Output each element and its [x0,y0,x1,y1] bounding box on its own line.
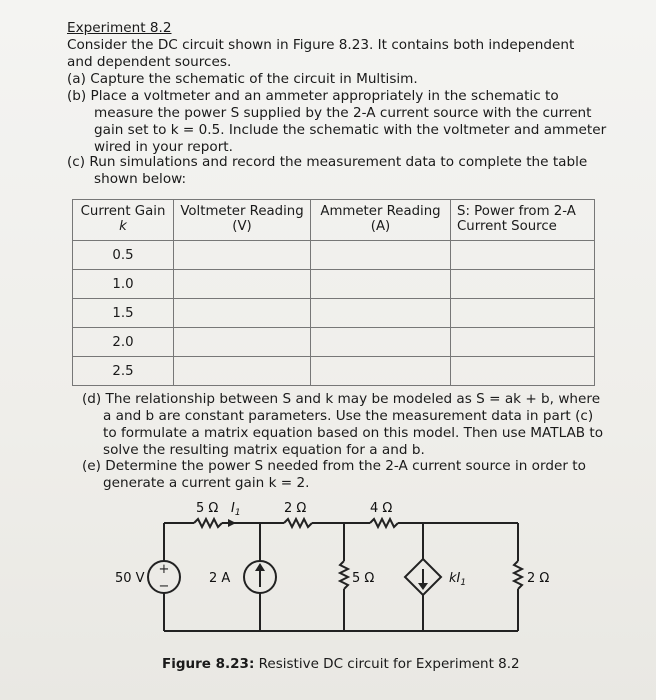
part-d-line-3: to formulate a matrix equation based on this model. Then use MATLAB to [103,425,604,441]
label-i1: $I_1$ [231,501,241,518]
voltmeter-cell[interactable] [174,299,311,328]
header-current-gain [73,200,174,241]
voltmeter-cell[interactable] [174,270,311,299]
gain-cell: 2.5 [73,357,174,386]
arrow-up-icon [255,563,265,571]
header-power-line1: S: Power from 2-A [457,204,576,219]
power-cell[interactable] [451,357,595,386]
part-e-line-2: generate a current gain k = 2. [103,475,310,491]
label-dependent-source: $kI_1$ [449,571,467,588]
part-b-line-1: (b) Place a voltmeter and an ammeter appropriately in the schematic to [67,88,559,104]
label-5ohm-top: 5 Ω [196,501,219,516]
gain-cell: 2.0 [73,328,174,357]
part-c-line-2: shown below: [94,171,187,187]
plus-sign-icon: + [158,562,170,577]
caption-text: Resistive DC circuit for Experiment 8.2 [254,656,520,672]
label-5ohm-vertical: 5 Ω [352,571,375,586]
part-d-line-1: (d) The relationship between S and k may be modeled as S = ak + b, where [82,391,601,407]
header-current-gain-line1: Current Gain [80,204,166,219]
part-c-line-1: (c) Run simulations and record the measurement data to complete the table [67,154,588,170]
ammeter-cell[interactable] [311,328,451,357]
table-header-row [73,200,595,241]
ammeter-cell[interactable] [311,270,451,299]
part-e-line-1: (e) Determine the power S needed from the 2-A current source in order to [82,458,586,474]
gain-cell: 1.5 [73,299,174,328]
power-cell[interactable] [451,328,595,357]
gain-cell: 0.5 [73,241,174,270]
header-ammeter [311,200,451,241]
part-b-line-3: gain set to k = 0.5. Include the schematic with the voltmeter and ammeter [94,122,607,138]
part-a: (a) Capture the schematic of the circuit in Multisim. [67,71,418,87]
label-2ohm: 2 Ω [284,501,307,516]
label-2a: 2 A [209,571,231,586]
resistor-5ohm-vertical [340,561,348,589]
table-row [73,328,595,357]
header-voltmeter-line1: Voltmeter Reading [180,204,304,219]
voltmeter-cell[interactable] [174,328,311,357]
resistor-4ohm [370,519,398,527]
gain-cell: 1.0 [73,270,174,299]
header-power-line2: Current Source [457,219,557,234]
label-2ohm-right: 2 Ω [527,571,550,586]
table-row [73,241,595,270]
minus-sign-icon: − [158,579,170,594]
header-voltmeter-line2: (V) [232,219,252,234]
table-row [73,270,595,299]
power-cell[interactable] [451,241,595,270]
intro-line-1: Consider the DC circuit shown in Figure 8.23. It contains both independent [67,37,575,53]
voltmeter-cell[interactable] [174,241,311,270]
figure-caption [162,656,520,672]
ammeter-cell[interactable] [311,357,451,386]
experiment-heading: Experiment 8.2 [67,20,172,36]
part-d-line-4: solve the resulting matrix equation for a and b. [103,442,425,458]
resistor-5ohm-top [194,519,222,527]
circuit-diagram [100,495,600,643]
part-b-line-2: measure the power S supplied by the 2-A current source with the current [94,105,592,121]
header-voltmeter [174,200,311,241]
measurement-table [72,199,595,386]
header-ammeter-line1: Ammeter Reading [320,204,441,219]
voltmeter-cell[interactable] [174,357,311,386]
table-row [73,299,595,328]
arrow-down-icon [418,583,428,590]
intro-line-2: and dependent sources. [67,54,232,70]
header-power [451,200,595,241]
table-row [73,357,595,386]
header-current-gain-line2: k [119,219,127,234]
part-d-line-2: a and b are constant parameters. Use the measurement data in part (c) [103,408,594,424]
header-ammeter-line2: (A) [370,219,391,234]
power-cell[interactable] [451,299,595,328]
label-50v: 50 V [115,571,145,586]
arrow-icon [228,519,236,527]
resistor-2ohm-right [514,561,522,589]
ammeter-cell[interactable] [311,241,451,270]
power-cell[interactable] [451,270,595,299]
resistor-2ohm [284,519,312,527]
part-b-line-4: wired in your report. [94,139,233,155]
ammeter-cell[interactable] [311,299,451,328]
caption-label: Figure 8.23: [162,656,255,672]
label-4ohm: 4 Ω [370,501,393,516]
